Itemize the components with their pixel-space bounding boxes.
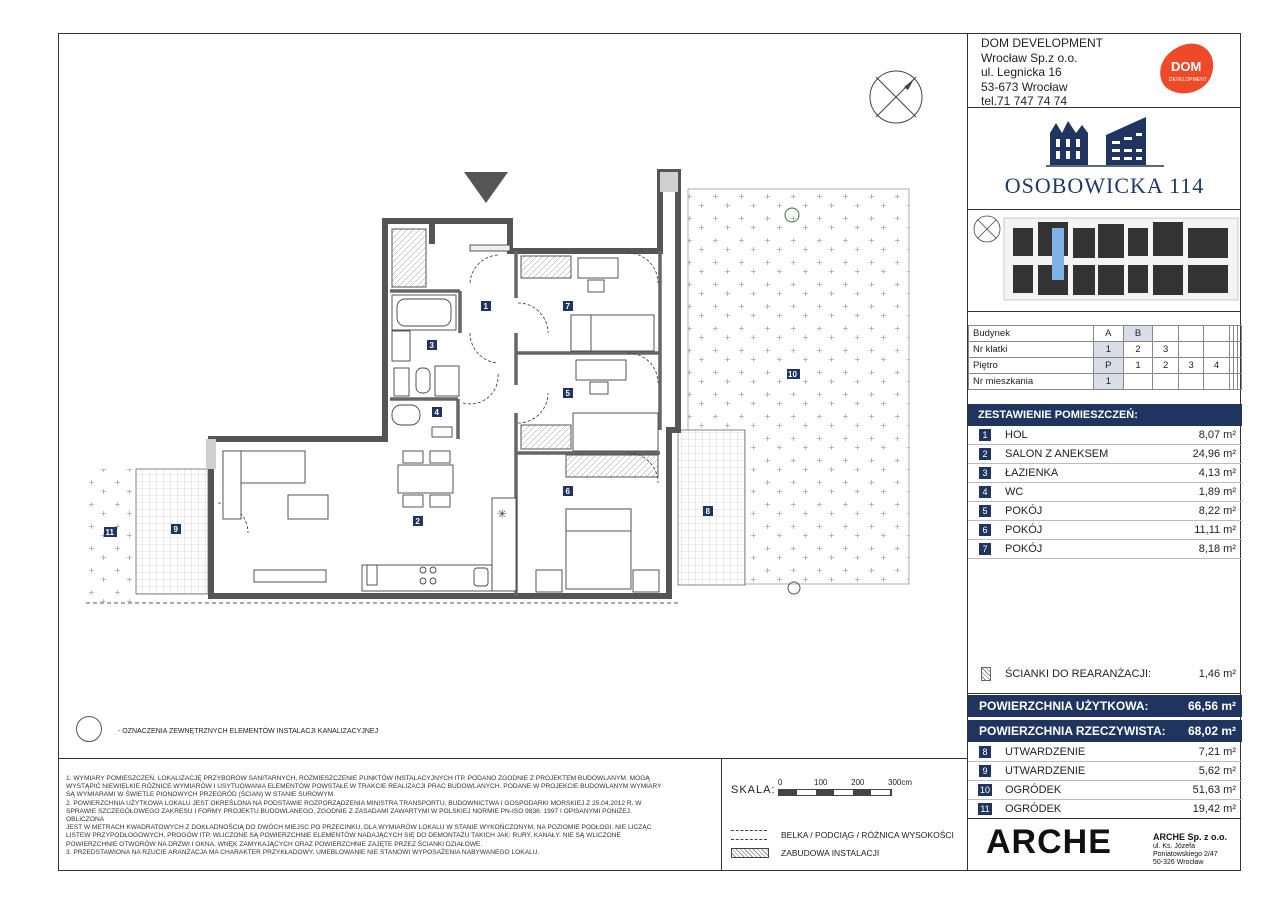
room-row: 5 POKÓJ 8,22 m² xyxy=(968,502,1242,521)
budynek-label: Budynek xyxy=(969,326,1094,342)
company-info xyxy=(981,36,1103,109)
floor-plan xyxy=(58,33,967,758)
usable-area-row: POWIERZCHNIA UŻYTKOWA: 66,56 m² xyxy=(968,695,1242,717)
project-name: OSOBOWICKA 114 xyxy=(1004,173,1205,198)
room-9-tag: 9 xyxy=(173,525,178,534)
room-row: 6 POKÓJ 11,11 m² xyxy=(968,521,1242,540)
company-tel: tel.71 747 74 74 xyxy=(981,94,1068,108)
room-list xyxy=(968,426,1242,559)
mieszkanie-label: Nr mieszkania xyxy=(969,374,1094,390)
svg-text:DOM: DOM xyxy=(1171,59,1202,74)
extra-row: 10 OGRÓDEK 51,63 m² xyxy=(968,781,1242,800)
note-line: 1. WYMIARY POMIESZCZEŃ, LOKALIZACJĘ PRZYBORÓW SANITARNYCH, ROZMIESZCZENIE PUNKTÓW INSTALACYJNYCH ITP. PODANO ZGODNIE Z PROJEKTEM BUDOWLANYM. MOGĄ xyxy=(66,775,650,782)
extra-row: 9 UTWARDZENIE 5,62 m² xyxy=(968,762,1242,781)
room-5-tag: 5 xyxy=(565,389,570,398)
legend-zabudowa: ZABUDOWA INSTALACJI xyxy=(781,848,880,858)
legend-belka: BELKA / PODCIĄG / RÓŻNICA WYSOKOŚCI xyxy=(781,830,954,840)
room-1-tag: 1 xyxy=(483,302,488,311)
note-line: SĄ WYMIARAMI W ŚWIETLE PIONOWYCH PRZEGRÓD (ŚCIAN) W STANIE SUROWYM. xyxy=(66,791,336,799)
klatka-label: Nr klatki xyxy=(969,342,1094,358)
room-6-tag: 6 xyxy=(565,487,570,496)
note-line: 3. PRZEDSTAWIONA NA RZUCIE ARANŻACJA MA CHARAKTER PRZYKŁADOWY, UMEBLOWANIE NIE STANOWI WYPOSAŻENIA NABYWANEGO LOKALU. xyxy=(66,848,540,856)
info-panel xyxy=(967,33,1241,871)
room-row: 4 WC 1,89 m² xyxy=(968,483,1242,502)
company-city: 53-673 Wrocław xyxy=(981,79,1068,94)
room-row: 1 HOL 8,07 m² xyxy=(968,426,1242,445)
room-4-tag: 4 xyxy=(434,408,439,417)
entry-arrow-icon xyxy=(464,172,508,203)
room-row: 2 SALON Z ANEKSEM 24,96 m² xyxy=(968,445,1242,464)
pietro-label: Piętro xyxy=(969,358,1094,374)
room-10-tag: 10 xyxy=(788,370,797,379)
company-name: DOM DEVELOPMENT xyxy=(981,36,1104,50)
dom-development-logo xyxy=(1154,41,1220,97)
room-7-tag: 7 xyxy=(565,302,570,311)
note-line: SPRAWIE SZCZEGÓŁOWEGO ZAKRESU I FORMY PROJEKTU BUDOWLANEGO, ZGODNIE Z ZASADAMI ZAWARTYMI W POLSKIEJ NORMIE PN-ISO 9836: 1997 I OPISANYMI PONIŻEJ. OBLICZONA xyxy=(66,807,632,824)
site-plan xyxy=(968,210,1242,310)
room-11-tag: 11 xyxy=(105,528,114,537)
scianki-row: ŚCIANKI DO REARANŻACJI: 1,46 m² xyxy=(981,667,1236,685)
arche-logo: ARCHE xyxy=(986,823,1112,861)
note-line: LISTEW PRZYPODŁOGOWYCH, PROGÓW ITP. WLICZONE SĄ POWIERZCHNIE ELEMENTÓW NADAJĄCYCH SIĘ DO DEMONTAŻU TAKICH JAK: RURY, KANAŁY. NIE SĄ WLICZONE xyxy=(66,832,621,840)
room-row: 3 ŁAZIENKA 4,13 m² xyxy=(968,464,1242,483)
note-line: POWIERZCHNIE OTWORÓW NA DRZWI I OKNA, WNĘK ZAMYKAJĄCYCH ORAZ POWIERZCHNIE ZAJĘTE PRZEZ ŚCIANKI DZIAŁOWE. xyxy=(66,840,483,848)
room-2-tag: 2 xyxy=(415,517,420,526)
extra-row: 8 UTWARDZENIE 7,21 m² xyxy=(968,743,1242,762)
real-area-row: POWIERZCHNIA RZECZYWISTA: 68,02 m² xyxy=(968,720,1242,742)
company-street: ul. Legnicka 16 xyxy=(981,65,1062,79)
company-sub: Wrocław Sp.z o.o. xyxy=(981,50,1078,65)
building-icon xyxy=(1046,113,1164,167)
note-line: 2. POWIERZCHNIA UŻYTKOWA LOKALU JEST OKREŚLONA NA PODSTAWIE ROZPORZĄDZENIA MINISTRA TRANSPORTU, BUDOWNICTWA I GOSPODARKI MORSKIEJ Z 25.04.2012 R. W xyxy=(66,799,642,807)
svg-text:DEVELOPMENT: DEVELOPMENT xyxy=(1169,77,1207,83)
svg-text:✳: ✳ xyxy=(497,507,508,521)
note-line: JEST W METRACH KWADRATOWYCH Z DOKŁADNOŚCIĄ DO DWÓCH MIEJSC PO PRZECINKU, DLA WYMIARÓW LOKALU W STANIE WYKOŃCZONYM, NA POZIOMIE PODŁOGI. NIE LICZĄC xyxy=(66,824,652,832)
room-8-tag: 8 xyxy=(705,507,710,516)
room-row: 7 POKÓJ 8,18 m² xyxy=(968,540,1242,559)
note-line: WYSTĄPIĆ NIEWIELKIE RÓŻNICE WYMIARÓW I USYTUOWANIA ELEMENTÓW POWSTAŁE W TRAKCIE REALIZACJI PRAC BUDOWLANYCH. PODANE W PROJEKCIE BUDOWLANYM WYMIARY xyxy=(66,783,662,791)
room-3-tag: 3 xyxy=(429,341,434,350)
extras-list xyxy=(968,743,1242,819)
apartment-info-table: Budynek A B Nr klatki 1 2 3 Piętro P 1 2 3 4 Nr mieszkania 1 xyxy=(968,325,1242,390)
arche-address: ARCHE Sp. z o.o. ul. Ks. Józefa Poniatowskiego 2/47 50-326 Wrocław xyxy=(1153,832,1227,866)
sewage-symbol-icon xyxy=(76,716,102,742)
sewage-legend-text: - OZNACZENIA ZEWNĘTRZNYCH ELEMENTÓW INSTALACJI KANALIZACYJNEJ xyxy=(118,728,379,735)
scale-label: SKALA: xyxy=(731,784,776,796)
hatch-symbol-icon xyxy=(981,667,991,681)
summary-heading: ZESTAWIENIE POMIESZCZEŃ: xyxy=(968,404,1242,426)
extra-row: 11 OGRÓDEK 19,42 m² xyxy=(968,800,1242,819)
notes xyxy=(66,775,666,857)
compass-icon xyxy=(870,71,922,123)
